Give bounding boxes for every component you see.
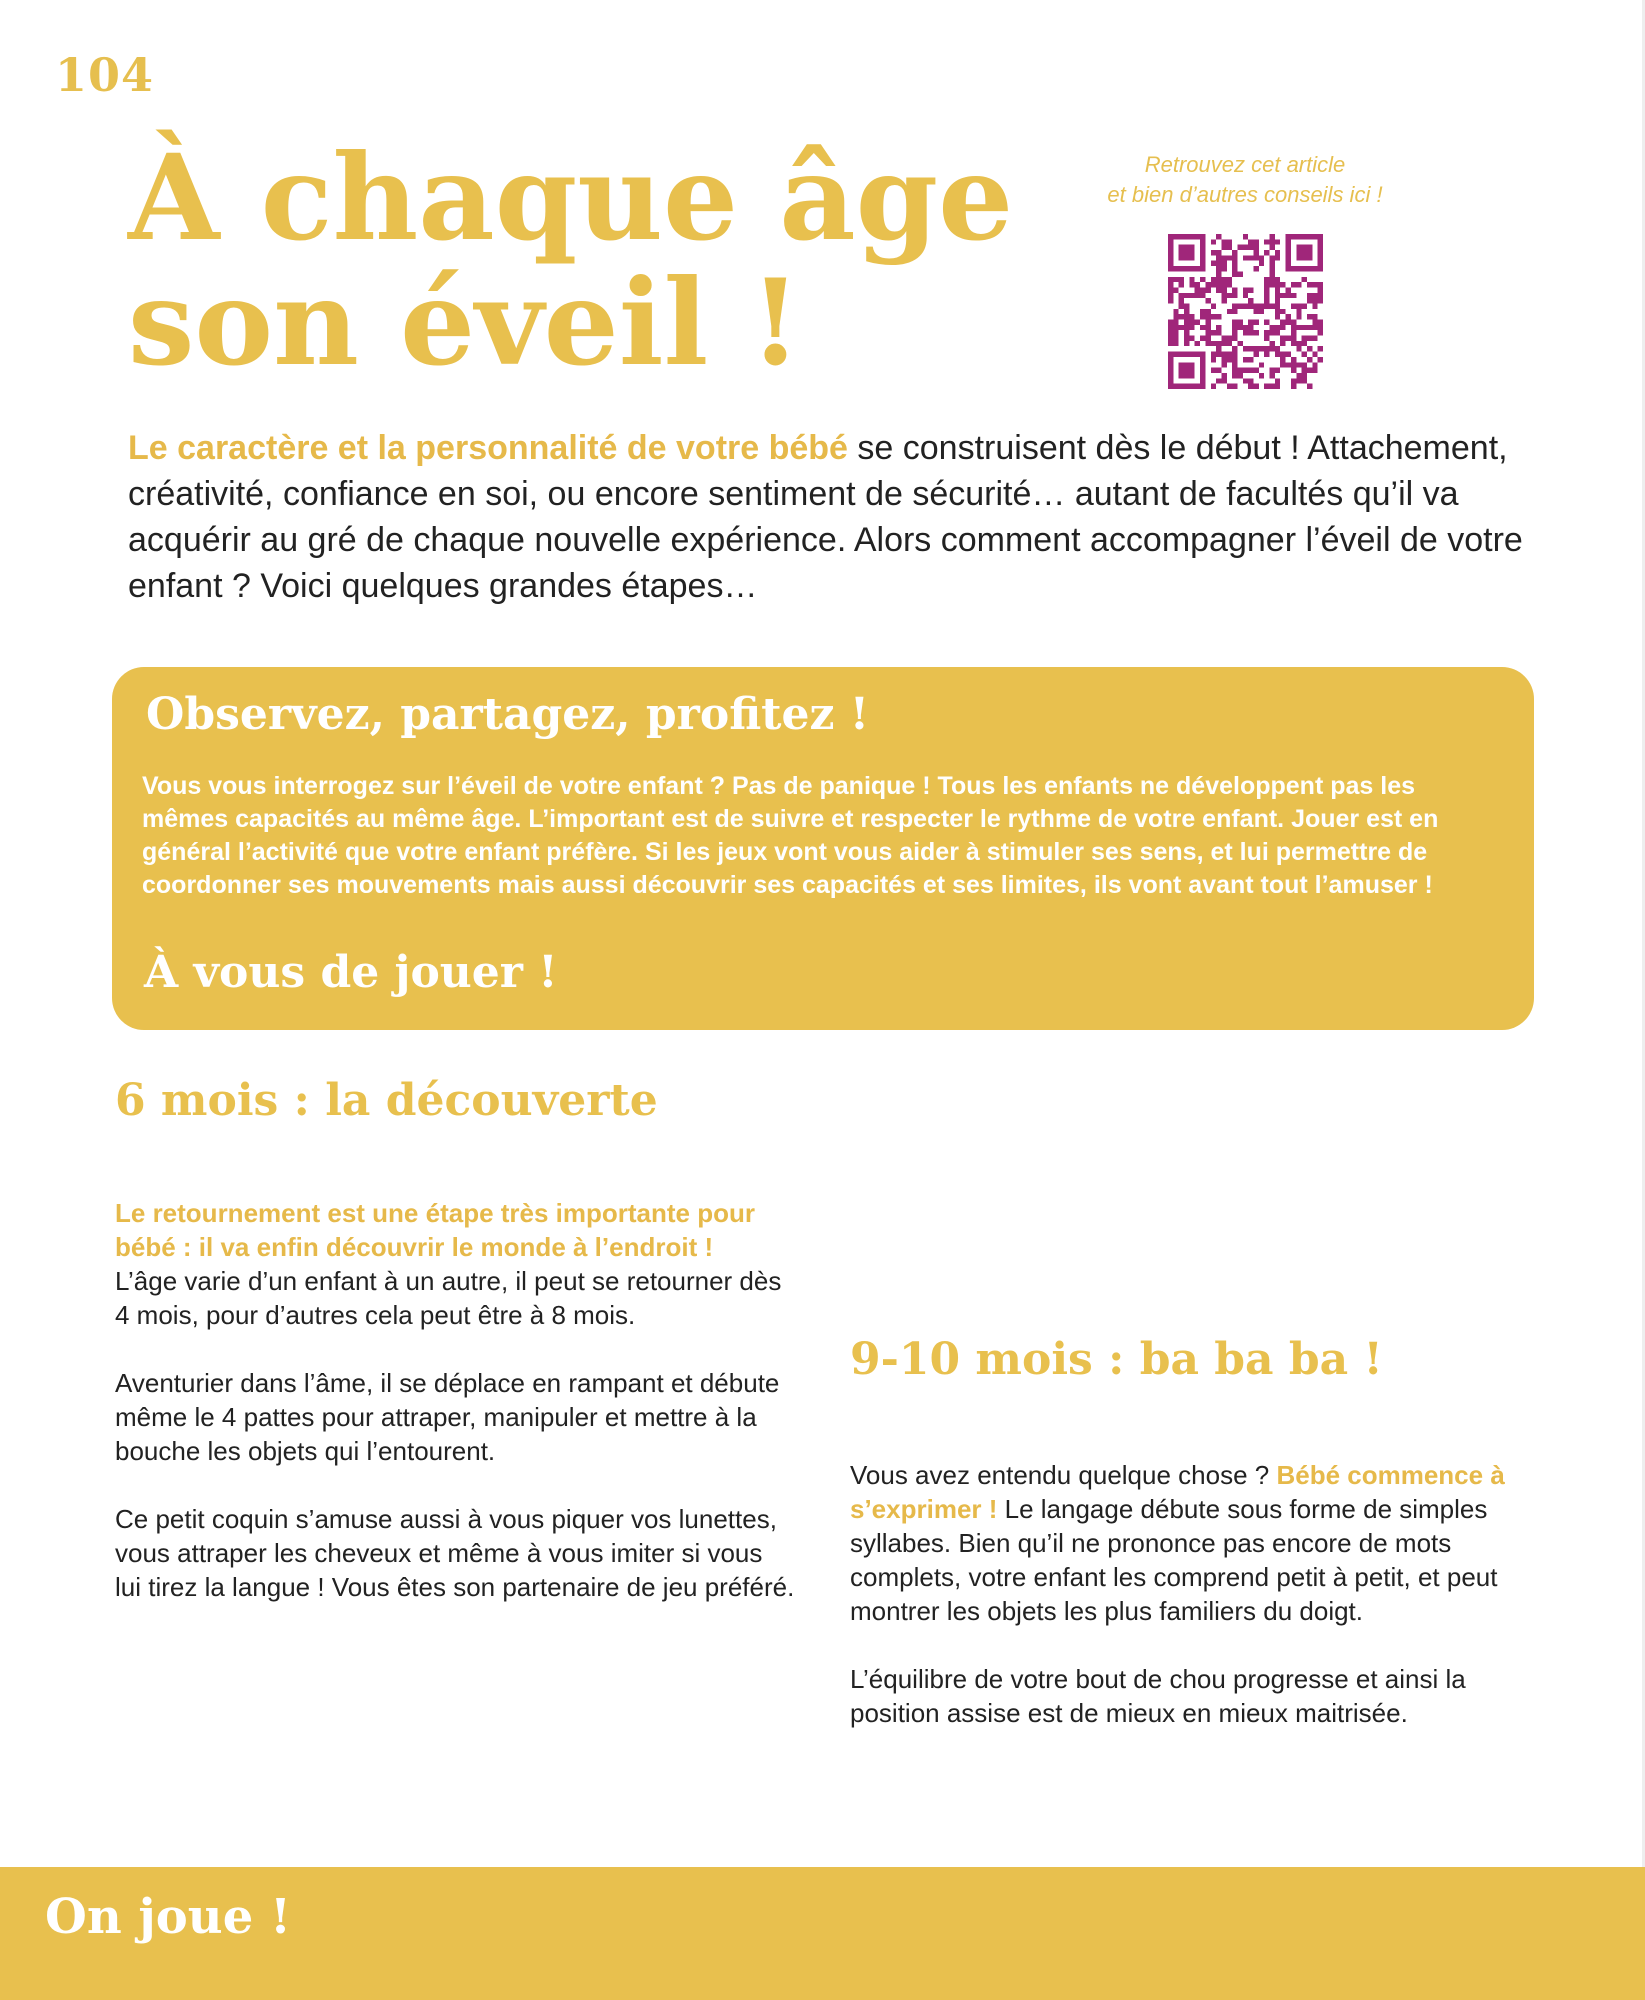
intro-paragraph — [128, 425, 1528, 609]
tip-box-body: Vous vous interrogez sur l’éveil de votre enfant ? Pas de panique ! Tous les enfants ne développent pas les mêmes capacités au même âge. L’important est de suivre et respecter le rythme de votre enfant. Jouer est en général l’activité que votre enfant préfère. Si les jeux vont vous aider à stimuler ses sens, et lui permettre de coordonner ses mouvements mais aussi découvrir ses capacités et ses limites, ils vont avant tout l’amuser ! — [142, 772, 1439, 899]
section-9-10-months-p1-after: Le langage débute sous forme de simples syllabes. Bien qu’il ne prononce pas encore de mots complets, votre enfant les comprend petit à petit, et peut montrer les objets les plus familiers du doigt. — [850, 1494, 1498, 1626]
section-9-10-months-p2: L’équilibre de votre bout de chou progresse et ainsi la position assise est de mieux en mieux maitrisée. — [850, 1664, 1466, 1728]
tip-box-title: Observez, partagez, profitez ! — [146, 689, 870, 740]
footer-label: On joue ! — [45, 1889, 292, 1945]
page-title-line-1: À chaque âge — [128, 128, 1014, 267]
tip-box-closing: À vous de jouer ! — [144, 947, 558, 998]
section-6-months-title: 6 mois : la découverte — [115, 1075, 658, 1126]
tip-box — [112, 667, 1534, 1030]
section-9-10-months-title: 9-10 mois : ba ba ba ! — [850, 1334, 1383, 1385]
intro-highlight: Le caractère et la personnalité de votre bébé — [128, 429, 848, 467]
qr-caption-line-2: et bien d’autres conseils ici ! — [1107, 182, 1383, 207]
section-9-10-months-highlight: Bébé commence à s’exprimer ! — [850, 1460, 1505, 1524]
section-6-months-highlight: Le retournement est une étape très importante pour bébé : il va enfin découvrir le monde à l’endroit ! — [115, 1198, 756, 1262]
intro-text: se construisent dès le début ! Attachement, créativité, confiance en soi, ou encore sentiment de sécurité… autant de facultés qu’il va acquérir au gré de chaque nouvelle expérience. Alors comment accompagner l’éveil de votre enfant ? Voici quelques grandes étapes… — [128, 429, 1523, 605]
section-6-months-body — [115, 1196, 795, 1604]
section-6-months-p2: Aventurier dans l’âme, il se déplace en rampant et débute même le 4 pattes pour attraper, manipuler et mettre à la bouche les objets qui l’entourent. — [115, 1368, 780, 1466]
section-9-10-months-body — [850, 1458, 1540, 1730]
footer-bar — [0, 1867, 1645, 2000]
qr-caption — [1075, 150, 1415, 210]
qr-caption-line-1: Retrouvez cet article — [1144, 152, 1346, 177]
section-6-months-p3: Ce petit coquin s’amuse aussi à vous piquer vos lunettes, vous attraper les cheveux et même à vous imiter si vous lui tirez la langue ! Vous êtes son partenaire de jeu préféré. — [115, 1504, 795, 1602]
page-number: 104 — [55, 48, 155, 102]
section-6-months-p1: L’âge varie d’un enfant à un autre, il peut se retourner dès 4 mois, pour d’autres cela peut être à 8 mois. — [115, 1266, 782, 1330]
page-title-line-2: son éveil ! — [128, 253, 802, 392]
section-9-10-months-p1-before: Vous avez entendu quelque chose ? — [850, 1460, 1277, 1490]
page-title — [128, 128, 1028, 392]
qr-code-icon[interactable] — [1168, 234, 1323, 389]
